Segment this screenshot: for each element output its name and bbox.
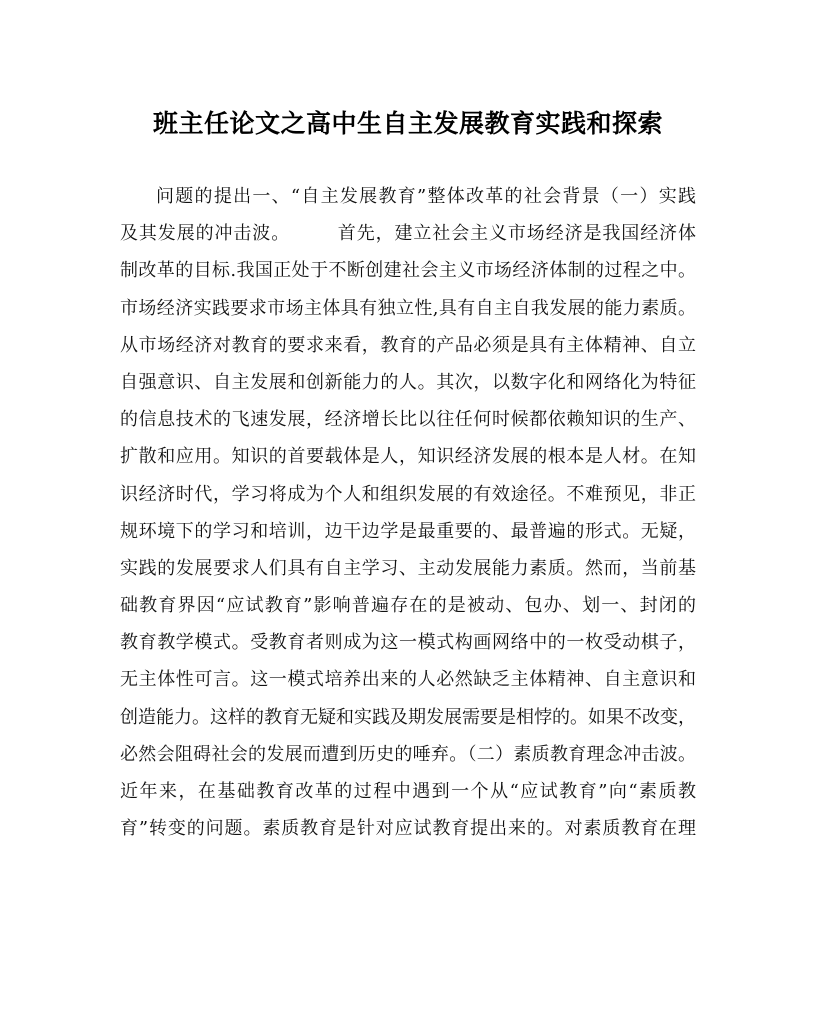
paragraph-line: 识经济时代，学习将成为个人和组织发展的有效途径。不难预见，非正	[120, 483, 696, 505]
paragraph-line: 教育教学模式。受教育者则成为这一模式构画网络中的一枚受动棋子，	[120, 632, 696, 654]
paragraph-line: 制改革的目标.我国正处于不断创建社会主义市场经济体制的过程之中。	[120, 260, 696, 282]
paragraph-line: 规环境下的学习和培训，边干边学是最重要的、最普遍的形式。无疑，	[120, 520, 696, 542]
paragraph-line: 实践的发展要求人们具有自主学习、主动发展能力素质。然而，当前基	[120, 557, 696, 579]
paragraph-line: 从市场经济对教育的要求来看，教育的产品必须是具有主体精神、自立	[120, 334, 696, 356]
paragraph-line: 自强意识、自主发展和创新能力的人。其次，以数字化和网络化为特征	[120, 371, 696, 393]
paragraph-line: 近年来，在基础教育改革的过程中遇到一个从“应试教育”向“素质教	[120, 781, 696, 802]
document-title: 班主任论文之高中生自主发展教育实践和探索	[152, 109, 663, 138]
paragraph-line: 创造能力。这样的教育无疑和实践及期发展需要是相悖的。如果不改变，	[120, 706, 696, 728]
paragraph-line: 市场经济实践要求市场主体具有独立性,具有自主自我发展的能力素质。	[120, 297, 696, 319]
paragraph-line: 育”转变的问题。素质教育是针对应试教育提出来的。对素质教育在理	[120, 818, 696, 840]
paragraph-line: 及其发展的冲击波。 首先，建立社会主义市场经济是我国经济体	[120, 223, 696, 245]
paragraph-line: 问题的提出一、“自主发展教育”整体改革的社会背景（一）实践	[156, 186, 696, 207]
paragraph-line: 无主体性可言。这一模式培养出来的人必然缺乏主体精神、自主意识和	[120, 669, 696, 691]
paragraph-line: 扩散和应用。知识的首要载体是人，知识经济发展的根本是人材。在知	[120, 446, 696, 468]
paragraph-line: 必然会阻碍社会的发展而遭到历史的唾弃。（二）素质教育理念冲击波。	[120, 743, 696, 765]
document-body	[120, 178, 696, 847]
paragraph-line: 础教育界因“应试教育”影响普遍存在的是被动、包办、划一、封闭的	[120, 595, 696, 617]
paragraph-line: 的信息技术的飞速发展，经济增长比以往任何时候都依赖知识的生产、	[120, 409, 696, 431]
